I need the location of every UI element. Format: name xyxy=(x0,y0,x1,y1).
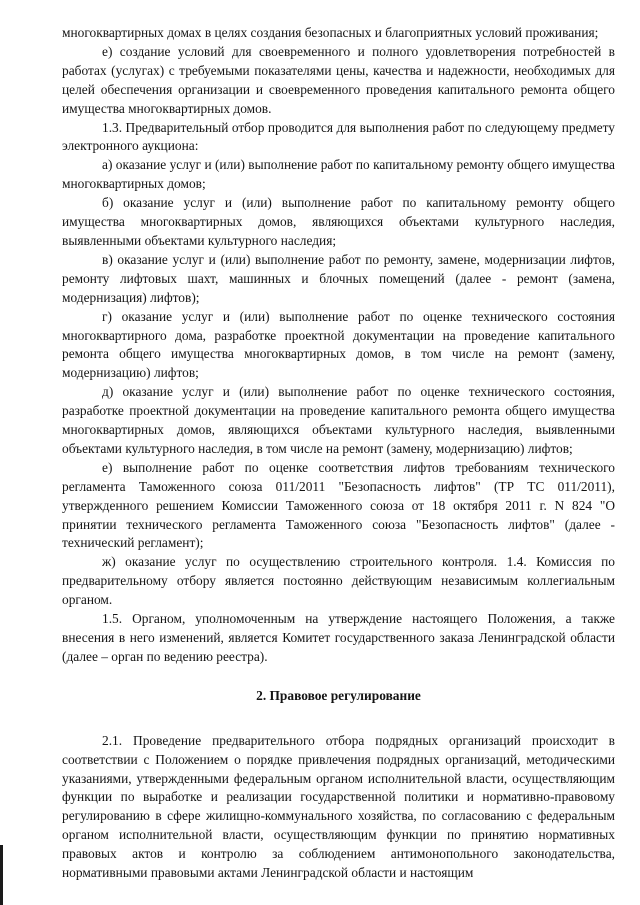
paragraph-item-e2: е) выполнение работ по оценке соответствия лифтов требованиям технического регламента Таможенного союза 011/2011 "Безопасность лифтов" (ТР ТС 011/2011), утвержденного решением Комиссии Таможенного союза от 18 октября 2011 г. N 824 "О принятии технического регламента Таможенного союза "Безопасность лифтов" (далее - технический регламент); xyxy=(62,459,615,551)
paragraph-1-5: 1.5. Органом, уполномоченным на утверждение настоящего Положения, а также внесения в него изменений, является Комитет государственного заказа Ленинградской области (далее – орган по ведению реестра). xyxy=(62,611,615,664)
paragraph-item-a: а) оказание услуг и (или) выполнение работ по капитальному ремонту общего имущества многоквартирных домов; xyxy=(62,157,615,192)
paragraph-continuation: многоквартирных домах в целях создания безопасных и благоприятных условий проживания; xyxy=(62,25,599,40)
paragraph-item-g: г) оказание услуг и (или) выполнение работ по оценке технического состояния многоквартирного дома, разработке проектной документации на проведение капитального ремонта общего имущества многоквартирных домов, в том числе на ремонт (замену, модернизацию) лифтов; xyxy=(62,308,615,381)
paragraph-item-d: д) оказание услуг и (или) выполнение работ по оценке технического состояния, разработке проектной документации на проведение капитального ремонта общего имущества многоквартирных домов, являющихся объектами культурного наследия, выявленными объектами культурного наследия, в том числе на ремонт (замену, модернизацию) лифтов; xyxy=(62,384,615,456)
paragraph-item-zh: ж) оказание услуг по осуществлению строительного контроля. 1.4. Комиссия по предварительному отбору является постоянно действующим независимым коллегиальным органом. xyxy=(62,554,615,608)
paragraph-item-v: в) оказание услуг и (или) выполнение работ по ремонту, замене, модернизации лифтов, ремонту лифтовых шахт, машинных и блочных помещений (далее - ремонт (замена, модернизация) лифтов); xyxy=(62,251,615,305)
paragraph-item-e: е) создание условий для своевременного и полного удовлетворения потребностей в работах (услугах) с требуемыми показателями цены, качества и надежности, необходимых для целей обеспечения организации и своевременного проведения капитального ремонта общего имущества многоквартирных домов. xyxy=(62,43,615,116)
document-body xyxy=(62,24,615,883)
section-heading: 2. Правовое регулирование xyxy=(256,687,421,703)
paragraph-1-3: 1.3. Предварительный отбор проводится для выполнения работ по следующему предмету электронного аукциона: xyxy=(62,119,615,154)
paragraph-2-1: 2.1. Проведение предварительного отбора подрядных организаций происходит в соответствии с Положением о порядке привлечения подрядных организаций, методическими указаниями, утвержденными федеральным органом исполнительной власти, осуществляющим функции по выработке и реализации государственной политики и нормативно-правовому регулированию в сфере жилищно-коммунального хозяйства, по согласованию с федеральным органом исполнительной власти, осуществляющим функции по принятию нормативных правовых актов и контролю за соблюдением антимонопольного законодательства, нормативными правовыми актами Ленинградской области и настоящим xyxy=(62,732,615,881)
scan-edge-mark xyxy=(0,845,3,905)
paragraph-item-b: б) оказание услуг и (или) выполнение работ по капитальному ремонту общего имущества многоквартирных домов, являющихся объектами культурного наследия, выявленными объектами культурного наследия; xyxy=(62,195,615,248)
